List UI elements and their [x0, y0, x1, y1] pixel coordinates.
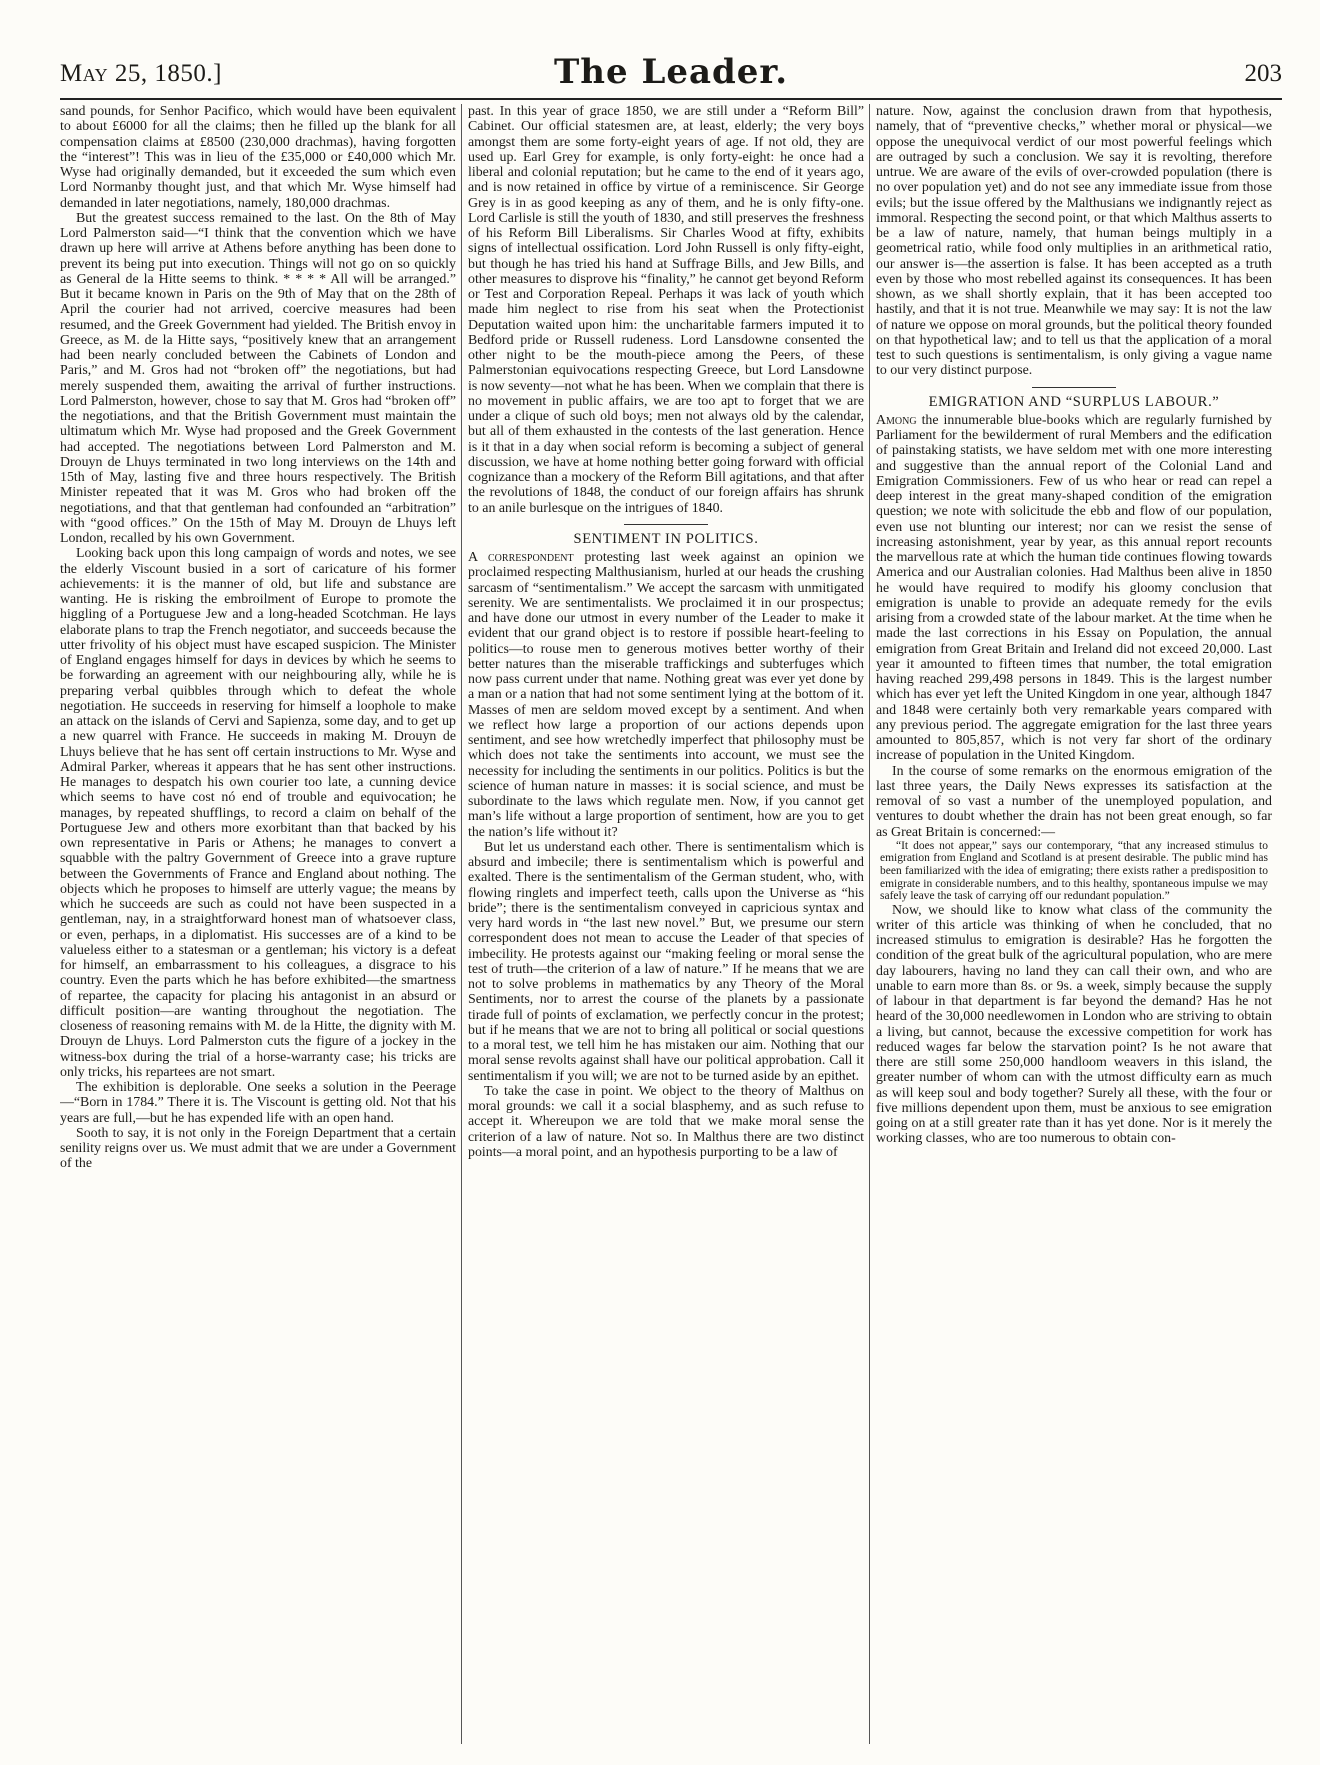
masthead-title: The Leader. — [553, 52, 789, 92]
paragraph-text: protesting last week against an opinion we proclaimed respecting Malthusianism, hurled at our heads the crushing sarcasm of “sentimentalism.” We accept the sarcasm with unmitigated serenity. We are sentimentalists. We proclaimed it in our prospectus; and have done our utmost in every number of the Leader to make it evident that our grand object is to restore if possible heart-feeling to politics—to rouse men to generous motives better worthy of their better natures than the miserable traffickings and subterfuges which now pass current under that name. Nothing great was ever yet done by a man or a nation that had not some sentiment lying at the bottom of it. Masses of men are seldom moved except by a sentiment. And when we reflect how large a proportion of our actions depends upon sentiment, and see how wretchedly imperfect that philosophy must be which does not take the sentiments into account, we must see the necessity for including the sentiments in our politics. Politics is but the science of human nature in masses: it is social science, and must be subordinate to the laws which regulate men. Now, if you cannot get man’s life without a large proportion of sentiment, how are you to get the nation’s life without it? — [468, 550, 864, 840]
paragraph: But the greatest success remained to the last. On the 8th of May Lord Palmerston said—“I think that the convention which we have drawn up here will arrive at Athens before anything has been done to prevent its being put into execution. Things will not go on so quickly as General de la Hitte seems to think. * * * * All will be arranged.” But it became known in Paris on the 9th of May that on the 28th of April the courier had not arrived, coercive measures had been resumed, and the Greek Government had yielded. The British envoy in Greece, as M. de la Hitte says, “positively knew that an arrangement had been nearly concluded between the Cabinets of London and Paris,” and M. Gros had not “broken off” the negotiations, but had merely suspended them, awaiting the arrival of further instructions. Lord Palmerston, however, chose to say that M. Gros had “broken off” the negotiations, and that the British Government must maintain the ultimatum which Mr. Wyse had proposed and the Greek Government had accepted. The negotiations between Lord Palmerston and M. Drouyn de Lhuys terminated in two long interviews on the 14th and 15th of May, lasting five and three hours respectively. The British Minister repeated that it was M. Gros who had broken off the negotiations, and that that gentleman had confounded an “arbitration” with “good offices.” On the 15th of May M. Drouyn de Lhuys left London, recalled by his own Government. — [60, 210, 456, 546]
paragraph: nature. Now, against the conclusion drawn from that hypothesis, namely, that of “preventive checks,” whether moral or physical—we oppose the unequivocal verdict of our most powerful feelings which are outraged by such a conclusion. We say it is revolting, therefore untrue. We are aware of the evils of over-crowded population (there is no over population yet) and do not see any immediate issue from those evils; but the issue offered by the Malthusians we indignantly reject as immoral. Respecting the second point, or that which Malthus asserts to be a law of nature, namely, that human beings multiply in a geometrical ratio, while food only multiplies in an arithmetical ratio, our answer is—the assertion is false. It has been accepted as a truth even by those who most rebelled against its consequences. It has been shown, as we shall shortly explain, that it has been accepted too hastily, and that it is not true. Meanwhile we may say: It is not the law of nature we oppose on moral grounds, but the political theory founded on that hypothetical law; and to tell us that the application of a moral test to such questions is sentimentalism, is only giving a vague name to our very distinct purpose. — [876, 104, 1272, 379]
column-2 — [468, 104, 864, 1744]
paragraph: past. In this year of grace 1850, we are still under a “Reform Bill” Cabinet. Our official statesmen are, at least, elderly; the very boys amongst them are some forty-eight years of age. If not old, they are used up. Earl Grey for example, is only forty-eight: he once had a liberal and colonial reputation; but he came to the end of it years ago, and is now retained in office by virtue of a reminiscence. Sir George Grey is in as good keeping as any of them, and he is only fifty-one. Lord Carlisle is still the youth of 1830, and still preserves the freshness of his Reform Bill Liberalisms. Sir Charles Wood at fifty, exhibits signs of intellectual ossification. Lord John Russell is only fifty-eight, but though he has tried his hand at Suffrage Bills, and Jew Bills, and other measures to disprove his “finality,” he cannot get beyond Reform or Test and Corporation Repeal. Perhaps it was lack of youth which made him neglect to rise from his seat when the Protectionist Deputation waited upon him: the uncharitable farmers imputed it to Bedford pride or Russell rudeness. Lord Lansdowne consented the other night to be the mouth-piece among the Peers, of these Palmerstonian equivocations respecting Greece, but Lord Lansdowne is now seventy—not what he has been. When we complain that there is no movement in public affairs, we are too apt to forget that we are under a clique of such old boys; men not always old by the calendar, but all of them exhausted in the contests of the last generation. Hence is it that in a day when social reform is becoming a subject of general discussion, we have at home nothing better going forward with official cognizance than a mockery of the Reform Bill agitations, and that after the revolutions of 1848, the conduct of our foreign affairs has shrunk to an anile burlesque on the intrigues of 1840. — [468, 104, 864, 516]
paragraph: Looking back upon this long campaign of words and notes, we see the elderly Viscount busied in a sort of caricature of his former achievements: it is the manner of old, but life and substance are wanting. He is risking the embroilment of Europe to promote the higgling of a Portuguese Jew and a long-headed Scotchman. He lays elaborate plans to trap the French negotiator, and succeeds because the utter frivolity of his object must have escaped suspicion. The Minister of England engages himself for days in devices by which he seems to be forwarding an agreement with our neighbouring ally, while he is preparing verbal quibbles through which to defeat the whole negotiation. He succeeds in reserving for himself a loophole to make an attack on the islands of Cervi and Sapienza, some day, and to get up a new quarrel with France. He succeeds in making M. Drouyn de Lhuys believe that he has sent off certain instructions to Mr. Wyse and Admiral Parker, whereas it appears that he has sent other instructions. He manages to despatch his own courier too late, a cunning device which seems to have cost nó end of trouble and equivocation; he manages, by repeated shufflings, to record a claim on behalf of the Portuguese Jew and others more exorbitant than that backed by his own representative in Paris or Athens; he manages to convert a squabble with the paltry Government of Greece into a grave rupture between the Governments of France and England about nothing. The objects which he proposes to himself are utterly vague; the means by which he succeeds are such as could not have been suspected in a gentleman, nay, in a straightforward honest man of whatsoever class, or even, perhaps, in a diplomatist. His successes are of a kind to be valueless either to a statesman or a gentleman; his victory is a defeat for himself, an embarrassment to his colleagues, a disgrace to his country. Even the parts which he has before exhibited—the smartness of repartee, the capacity for placing his antagonist in an absurd or difficult position—are wanting throughout the negotiation. The closeness of reasoning remains with M. de la Hitte, the dignity with M. Drouyn de Lhuys. Lord Palmerston cuts the figure of a jockey in the witness-box during the trial of a horse-warranty case; his tricks are only tricks, his repartees are not smart. — [60, 546, 456, 1080]
article-heading-sentiment: SENTIMENT IN POLITICS. — [573, 530, 759, 547]
block-quote: “It does not appear,” says our contemporary, “that any increased stimulus to emigration from England and Scotland is at present desirable. The public mind has been familiarized with the idea of emigrating; there exists rather a predisposition to emigrate in considerable numbers, and to this healthy, spontaneous impulse we may safely leave the task of carrying off our redundant population.” — [880, 839, 1268, 903]
column-rule — [869, 104, 870, 1744]
paragraph — [468, 550, 864, 840]
section-divider — [1032, 387, 1116, 388]
paragraph: Sooth to say, it is not only in the Foreign Department that a certain senility reigns over us. We must admit that we are under a Government of the — [60, 1125, 456, 1172]
paragraph — [876, 413, 1272, 764]
paragraph-text: the innumerable blue-books which are regularly furnished by Parliament for the bewilderment of rural Members and the edification of painstaking statists, we have seldom met with one more interesting and suggestive than the annual report of the Colonial Land and Emigration Commissioners. Few of us who hear or read can repel a deep interest in the great many-shaped condition of the emigration question; we note with solicitude the ebb and flow of our population, even use not blunting our interest; nor can we resist the sense of increasing astonishment, year by year, as this annual report recounts the marvellous rate at which the human tide continues flowing towards America and our Australian colonies. Had Malthus been alive in 1850 he would have required to modify his gloomy conclusion that emigration is unable to provide an adequate remedy for the evils arising from a crowded state of the labour market. At the time when he made the last corrections in his Essay on Population, the annual emigration from Great Britain and Ireland did not exceed 20,000. Last year it amounted to fifteen times that number, the total emigration having reached 299,498 persons in 1849. This is the largest number which has ever yet left the United Kingdom in one year, although 1847 and 1848 were certainly both very remarkable years compared with any previous period. The aggregate emigration for the last three years amounted to 805,857, which is not very far short of the ordinary increase of population in the United Kingdom. — [876, 412, 1272, 764]
paragraph: To take the case in point. We object to the theory of Malthus on moral grounds: we call it a social blasphemy, and as such refuse to accept it. Whereupon we are told that we make moral sense the criterion of a law of nature. Not so. In Malthus there are two distinct points—a moral point, and an hypothesis purporting to be a law of — [468, 1083, 864, 1160]
page-header — [60, 46, 1282, 100]
column-rule — [461, 104, 462, 1744]
paragraph: Now, we should like to know what class of the community the writer of this article was thinking of when he concluded, that no increased stimulus to emigration is desirable? Has he forgotten the condition of the great bulk of the agricultural population, who are mere day labourers, having no land they can call their own, and who are unable to earn more than 8s. or 9s. a week, simply because the supply of labour in that department is far beyond the demand? Has he not heard of the 30,000 needlewomen in London who are striving to obtain a living, but cannot, because the excessive competition for work has reduced wages far below the starvation point? Is he not aware that there are still some 250,000 handloom weavers in this island, the greater number of whom can with the utmost difficulty earn as much as will keep soul and body together? Surely all these, with the four or five millions dependent upon them, must be anxious to see emigration going on at a still greater rate than it has yet done. Nor is it merely the working classes, who are too numerous to obtain con- — [876, 902, 1272, 1147]
article-heading-emigration: EMIGRATION AND “SURPLUS LABOUR.” — [928, 393, 1220, 410]
column-1 — [60, 104, 456, 1744]
paragraph: sand pounds, for Senhor Pacifico, which would have been equivalent to about £6000 for all the claims; then he filled up the blank for all compensation claims at £8500 (230,000 drachmas), having forgotten the “interest”! This was in lieu of the £35,000 or £40,000 which Mr. Wyse had originally demanded, but it exceeded the sum which even Lord Normanby thought just, and that which Mr. Wyse himself had demanded in later negotiations, namely, 180,000 drachmas. — [60, 104, 456, 211]
section-divider — [624, 524, 708, 525]
paragraph: But let us understand each other. There is sentimentalism which is absurd and imbecile; there is sentimentalism which is powerful and exalted. There is the sentimentalism of the German student, who, with flowing ringlets and imperfect teeth, calls upon the Universe as “his bride”; there is the sentimentalism conveyed in capricious syntax and very hard words in “the last new novel.” But, we presume our stern correspondent does not mean to accuse the Leader of that species of imbecility. He protests against our “making feeling or moral sense the test of truth—the criterion of a law of nature.” If he means that we are not to solve problems in mathematics by any Theory of the Moral Sentiments, nor to arrest the course of the planets by a passionate tirade full of points of exclamation, we perfectly concur in the protest; but if he means that we are not to bring all political or social questions to a moral test, we tell him he has mistaken our aim. Nothing that our moral sense revolts against shall have our political approbation. Call it sentimentalism if you will; we are not to be turned aside by an epithet. — [468, 839, 864, 1084]
column-3 — [876, 104, 1272, 1744]
lead-in: A correspondent — [468, 550, 574, 565]
page-number: 203 — [1244, 60, 1282, 87]
lead-in: Among — [876, 412, 917, 428]
issue-date: May 25, 1850.] — [60, 60, 222, 87]
paragraph: The exhibition is deplorable. One seeks a solution in the Peerage—“Born in 1784.” There it is. The Viscount is getting old. Not that his years are full,—but he has expended life with an open hand. — [60, 1080, 456, 1126]
paragraph: In the course of some remarks on the enormous emigration of the last three years, the Daily News expresses its satisfaction at the removal of so vast a number of the unemployed population, and ventures to doubt whether the drain has not been great enough, so far as Great Britain is concerned:— — [876, 763, 1272, 840]
